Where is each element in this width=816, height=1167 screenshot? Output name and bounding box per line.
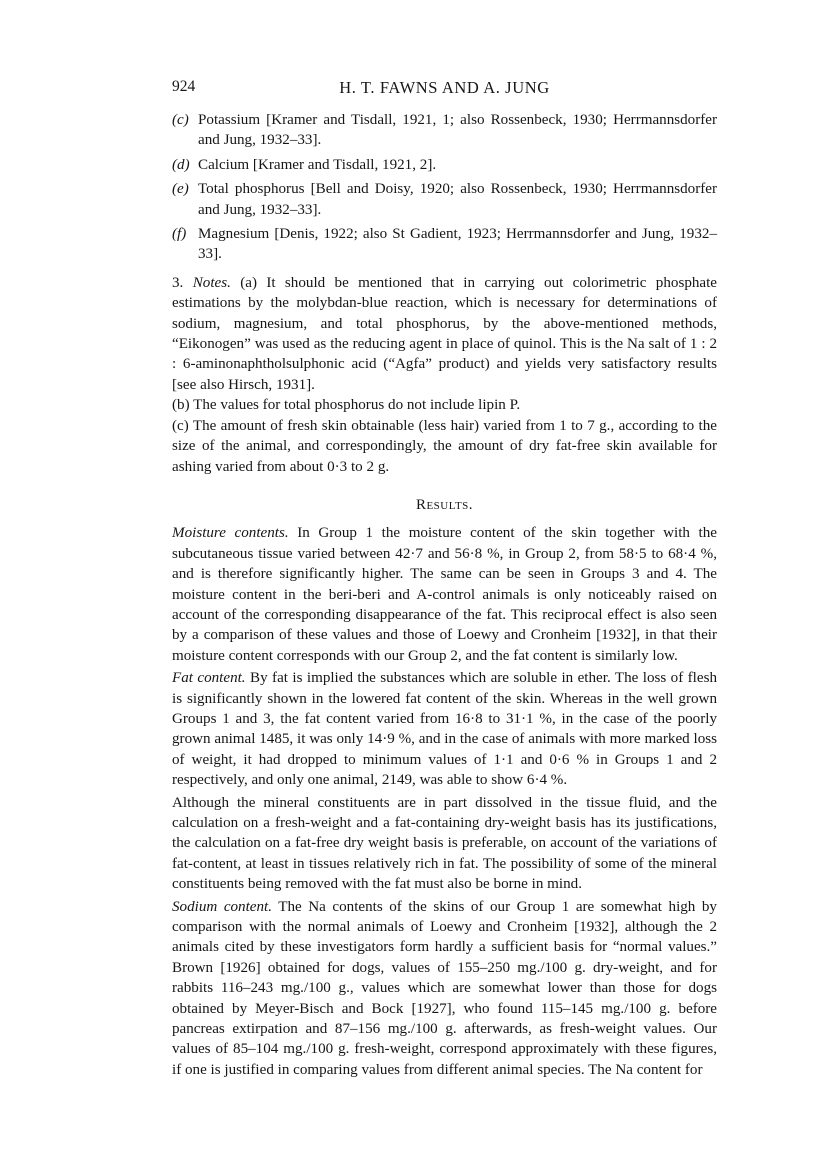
note-paragraph: (b) The values for total phosphorus do not include lipin P. [172,397,521,414]
list-item [172,224,717,265]
note-paragraph: (c) The amount of fresh skin obtainable (less hair) varied from 1 to 7 g., according to the size of the animal, and correspondingly, the amount of dry fat-free skin available for ashing varied from about 0·3 to 2 g. [172,417,717,475]
page-body [172,110,717,1080]
note-number: 3. [172,274,193,291]
paragraph-text: By fat is implied the substances which are soluble in ether. The loss of flesh is significantly shown in the lowered fat content of the skin. Whereas in the well grown Groups 1 and 3, the fat content varied from 16·8 to 31·1 %, in the case of the poorly grown animal 1485, it was only 14·9 %, and in the case of animals with more marked loss of weight, it had dropped to minimum values of 1·1 and 0·6 % in Groups 1 and 2 respectively, and only one animal, 2149, was able to show 6·4 %. [172,670,717,789]
list-item-label: (c) [172,112,189,128]
list-item-label: (f) [172,226,187,243]
list-item-text: Calcium [Kramer and Tisdall, 1921, 2]. [198,156,437,173]
methods-list [172,110,717,265]
page-number: 924 [172,78,196,95]
results-paragraph: Although the mineral constituents are in part dissolved in the tissue fluid, and the calculation on a fresh-weight and a fat-containing dry-weight basis has its justifications, the calculation on a fat-free dry weight basis is preferable, on account of the variations of fat-content, at least in tissues relatively rich in fat. The possibility of some of the mineral constituents being removed with the fat must also be borne in mind. [172,794,717,893]
running-head: H. T. FAWNS AND A. JUNG [339,78,550,97]
list-item [172,155,717,175]
list-item-text: Total phosphorus [Bell and Doisy, 1920; also Rossenbeck, 1930; Herrmannsdorfer and Jung, 1932–33]. [198,181,717,218]
list-item-label: (e) [172,181,189,198]
note-text: (a) It should be mentioned that in carrying out colorimetric phosphate estimations by the molybdan-blue reaction, which is necessary for determinations of sodium, magnesium, and total phosphorus, by the above-mentioned methods, “Eikonogen” was used as the reducing agent in place of quinol. This is the Na salt of 1 : 2 : 6-aminonaphtholsulphonic acid (“Agfa” product) and yields very satisfactory results [see also Hirsch, 1931]. [172,274,718,393]
list-item-text: Potassium [Kramer and Tisdall, 1921, 1; also Rossenbeck, 1930; Herrmannsdorfer and Jung, 1932–33]. [198,112,717,149]
list-item [172,179,717,220]
list-item-text: Magnesium [Denis, 1922; also St Gadient, 1923; Herrmannsdorfer and Jung, 1932–33]. [198,226,717,263]
page-header [172,78,717,100]
paragraph-title: Moisture contents. [172,525,289,542]
paragraph-title: Fat content. [172,670,246,687]
list-item-label: (d) [172,156,190,173]
notes-title: Notes. [192,274,231,291]
results-section [172,523,717,1080]
section-heading: Results. [415,496,474,513]
paragraph-text: The Na contents of the skins of our Group 1 are somewhat high by comparison with the normal animals of Loewy and Cronheim [1932], although the 2 animals cited by these investigators form hardly a sufficient basis for “normal values.” Brown [1926] obtained for dogs, values of 155–250 mg./100 g. dry-weight, and for rabbits 116–243 mg./100 g., values which are somewhat lower than those for dogs obtained by Meyer-Bisch and Bock [1927], who found 115–145 mg./100 g. before pancreas extirpation and 87–156 mg./100 g. afterwards, as fresh-weight values. Our values of 85–104 mg./100 g. fresh-weight, correspond approximately with these figures, if one is justified in comparing values from different animal species. The Na content for [172,898,717,1078]
results-paragraph [172,897,717,1081]
paragraph-title: Sodium content. [172,898,273,915]
results-paragraph [172,523,717,666]
paragraph-text: In Group 1 the moisture content of the skin together with the subcutaneous tissue varied between 42·7 and 56·8 %, in Group 2, from 58·5 to 68·4 %, and is therefore significantly higher. The same can be seen in Groups 3 and 4. The moisture content in the beri-beri and A-control animals is only noticeably raised on account of the corresponding disappearance of the fat. This reciprocal effect is also seen by a comparison of these values and those of Loewy and Cronheim [1932], in that their moisture content corresponds with our Group 2, and the fat content is similarly low. [172,525,717,664]
list-item [172,110,717,151]
results-paragraph [172,668,717,790]
notes-section [172,273,717,477]
note-paragraph [172,273,717,395]
